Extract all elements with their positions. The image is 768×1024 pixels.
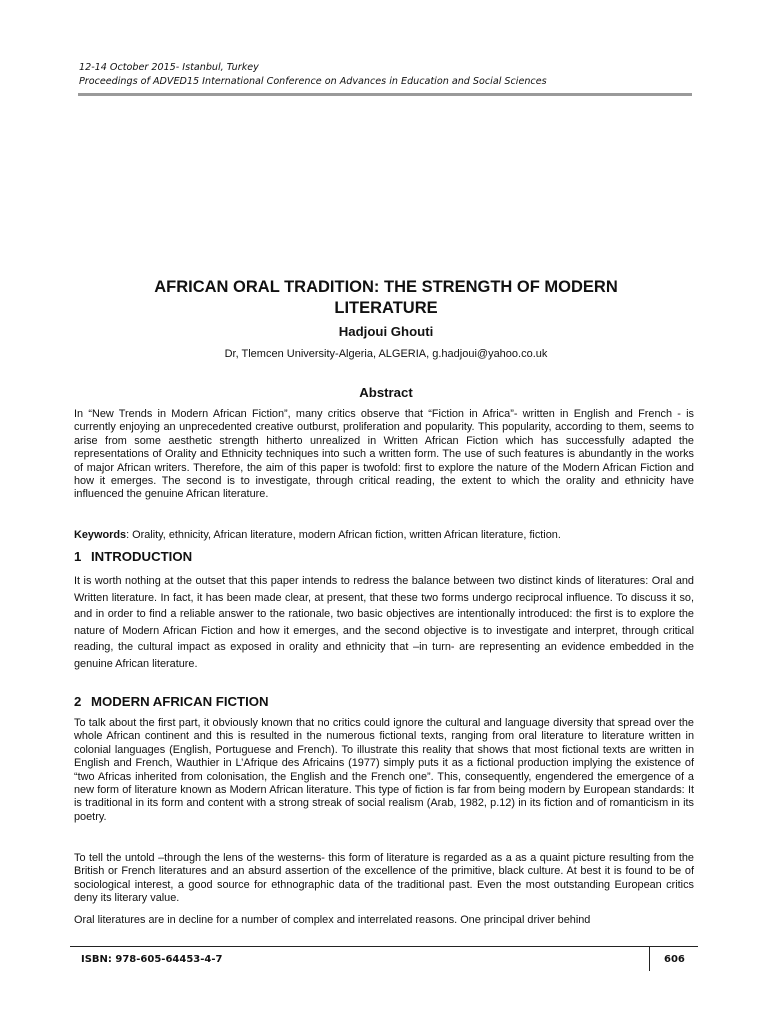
section-2-paragraph-2: To tell the untold –through the lens of the westerns- this form of literature is regarded as a as a quaint picture resulting from the British or French literatures and an absurd assertion of the excellence of the primitive, black culture. At best it is found to be of sociological interest, a good source for ethnographic data of the traditional past. Even the most outstanding European critics deny its literary value. [74,852,694,905]
paper-title-line-1: AFRICAN ORAL TRADITION: THE STRENGTH OF MODERN [154,278,618,296]
conference-header [79,61,691,89]
abstract-heading: Abstract [359,385,413,400]
abstract-text: In “New Trends in Modern African Fiction”, many critics observe that “Fiction in Africa”- written in English and French - is currently enjoying an unprecedented creative outburst, proliferation and popularity. This popularity, according to them, seems to arise from some aesthetic strength hitherto unrealized in Written African Fiction which has successfully adapted the representations of Orality and Ethnicity techniques into such a written form. The use of such features is abundantly in the works of major African writers. Therefore, the aim of this paper is twofold: first to explore the nature of the Modern African Fiction and how it emerges. The second is to investigate, through critical reading, the extent to which the orality and ethnicity have influenced the genuine African literature. [74,408,694,501]
keywords-label: Keywords [74,529,127,541]
section-1-heading [74,549,192,564]
paper-title-line-2: LITERATURE [334,299,438,317]
section-2-heading [74,694,269,709]
isbn: ISBN: 978-605-64453-4-7 [81,954,223,965]
footer-divider [70,946,698,947]
page-number: 606 [664,954,685,965]
section-1-number: 1 [74,549,82,564]
section-1-title: INTRODUCTION [91,549,193,564]
section-2-paragraph-1: To talk about the first part, it obviously known that no critics could ignore the cultural and language diversity that spread over the whole African continent and this is resulted in the numerous fictional texts, ranging from oral literature to literature written in colonial languages (English, Portuguese and French). To illustrate this reality that shows that most fictional texts are written in English and French, Wauthier in L’Afrique des Africains (1977) simply puts it as a fictional production implying the existence of “two Africas inherited from colonisation, the English and the French one”. This, consequently, engendered the emergence of a new form of literature known as Modern African literature. This type of fiction is far from being modern by European standards: It is traditional in its form and content with a strong streak of social realism (Arab, 1982, p.12) in its fiction and of romanticism in its poetry. [74,717,694,823]
section-2-title: MODERN AFRICAN FICTION [91,694,269,709]
keywords [74,529,694,542]
section-2-paragraph-3: Oral literatures are in decline for a number of complex and interrelated reasons. One principal driver behind [74,914,591,926]
conference-proceedings-title: Proceedings of ADVED15 International Conference on Advances in Education and Social Sciences [79,76,547,87]
conference-date-location: 12-14 October 2015- Istanbul, Turkey [79,62,259,73]
author-affiliation: Dr, Tlemcen University-Algeria, ALGERIA, g.hadjoui@yahoo.co.uk [224,348,548,360]
footer-separator [649,947,650,971]
author-name: Hadjoui Ghouti [338,324,434,339]
section-1-text: It is worth nothing at the outset that this paper intends to redress the balance between two distinct kinds of literatures: Oral and Written literature. In fact, it has been made clear, at present, that these two forms undergo reciprocal influence. To discuss it so, and in order to find a reliable answer to the rationale, two basic objectives are intentionally introduced: the first is to explore the nature of Modern African Fiction and how it emerges, and the second objective is to investigate and interpret, through critical reading, the cultural impact as exposed in orality and ethnicity that –in turn- are representing an evidence embedded in the genuine African literature. [74,575,694,670]
keywords-list: : Orality, ethnicity, African literature, modern African fiction, written African literature, fiction. [126,529,561,541]
header-divider [78,93,692,96]
paper-title [100,277,672,319]
section-2-number: 2 [74,694,82,709]
